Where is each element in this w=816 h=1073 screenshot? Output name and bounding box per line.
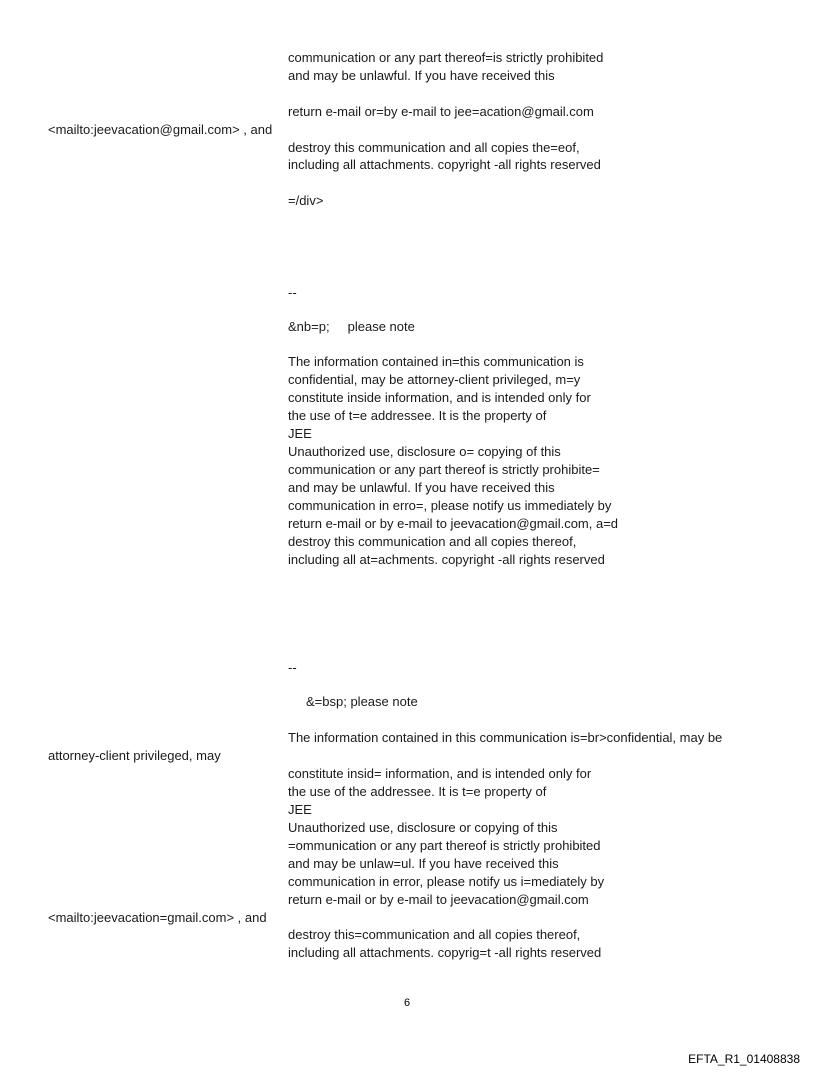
text-line: and may be unlawful. If you have received this [288,480,555,495]
text-line: communication or any part thereof=is strictly prohibited [288,50,604,65]
text-line: JEE [288,802,312,817]
text-line: destroy this=communication and all copies thereof, [288,927,581,942]
text-line: confidential, may be attorney-client privileged, m=y [288,372,581,387]
mailto-text: <mailto:jeevacation=gmail.com> , and [48,910,267,925]
text-line: The information contained in this communication is=br>confidential, may be [288,730,723,745]
text-line: Unauthorized use, disclosure o= copying of this [288,444,561,459]
text-line: including all at=achments. copyright -all rights reserved [288,552,605,567]
text-line-left: attorney-client privileged, may [48,748,221,763]
text-line: communication in erro=, please notify us immediately by [288,498,612,513]
text-line: constitute insid= information, and is intended only for [288,766,592,781]
text-line: and may be unlawful. If you have received this [288,68,555,83]
note-heading: &=bsp; please note [306,694,418,709]
text-line: return e-mail or by e-mail to jeevacation@gmail.com, a=d [288,516,619,531]
text-line: communication in error, please notify us i=mediately by [288,874,605,889]
separator-text: -- [288,660,297,675]
text-line: =ommunication or any part thereof is strictly prohibited [288,838,601,853]
text-line: including all attachments. copyrig=t -all rights reserved [288,945,602,960]
text-line: Unauthorized use, disclosure or copying of this [288,820,558,835]
text-line: and may be unlaw=ul. If you have received this [288,856,559,871]
text-line: the use of the addressee. It is t=e property of [288,784,547,799]
text-line: including all attachments. copyright -all rights reserved [288,157,601,172]
text-line: JEE [288,426,312,441]
text-line: the use of t=e addressee. It is the property of [288,408,547,423]
text-line: constitute inside information, and is intended only for [288,390,591,405]
text-line: destroy this communication and all copies thereof, [288,534,577,549]
document-id: EFTA_R1_01408838 [688,1052,800,1066]
note-heading: &nb=p; please note [288,319,415,334]
text-line: The information contained in=this communication is [288,354,584,369]
text-line: communication or any part thereof is strictly prohibite= [288,462,600,477]
separator-text: -- [288,285,297,300]
text-line: return e-mail or by e-mail to jeevacation@gmail.com [288,892,589,907]
page-number: 6 [404,997,411,1009]
text-line: return e-mail or=by e-mail to jee=acation@gmail.com [288,104,594,119]
mailto-text: <mailto:jeevacation@gmail.com> , and [48,122,273,137]
text-line: destroy this communication and all copies the=eof, [288,140,580,155]
text-line: =/div> [288,193,324,208]
